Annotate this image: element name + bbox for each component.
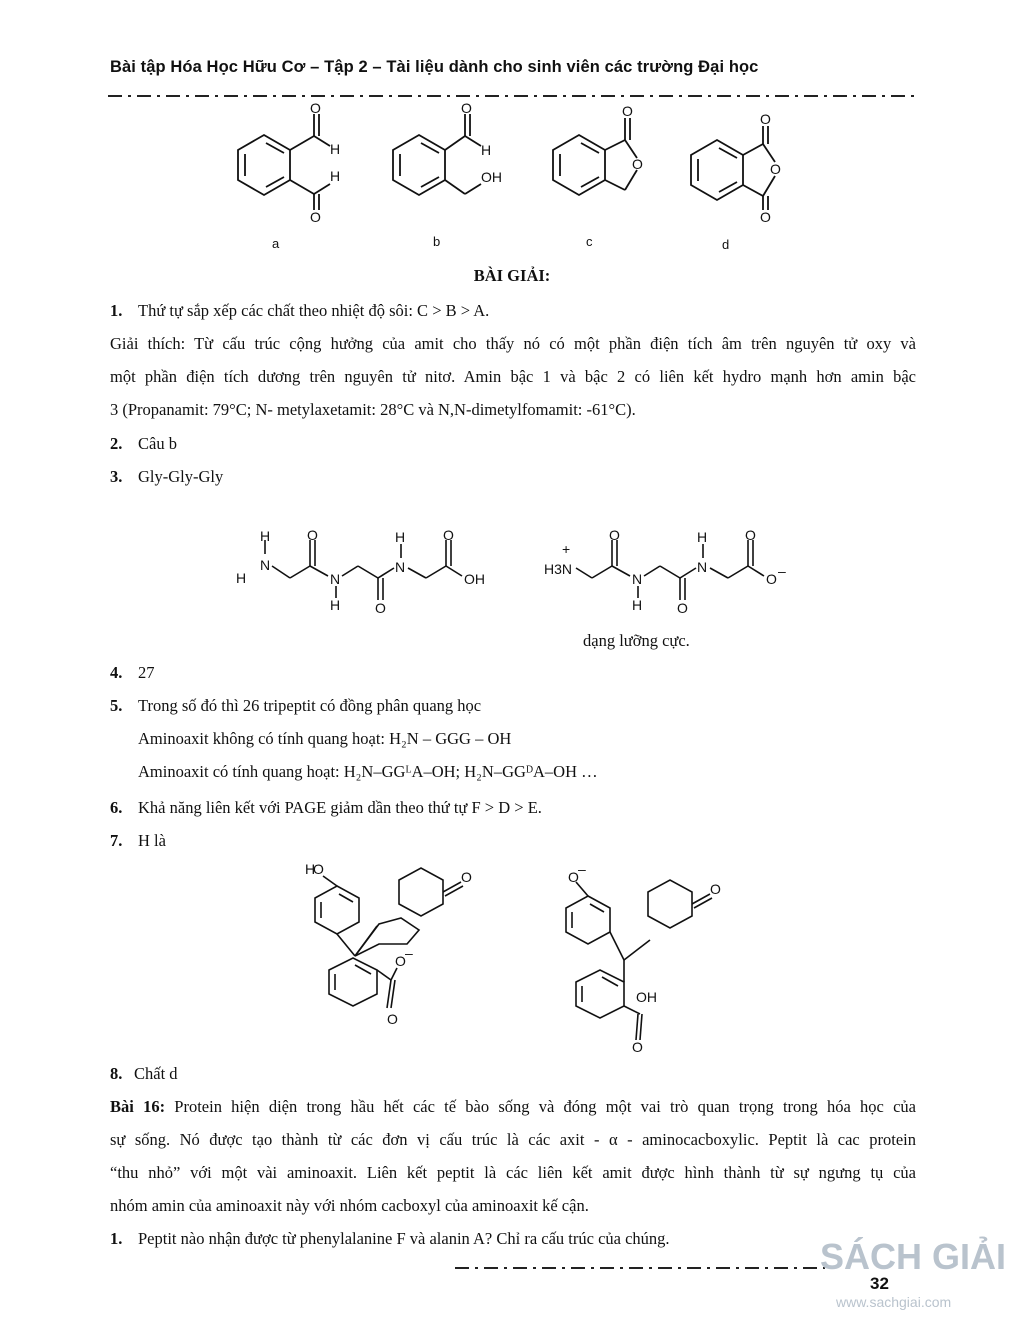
svg-text:H: H: [236, 570, 247, 586]
structure-label-a: a: [272, 236, 280, 251]
zwitterion-caption: dạng lưỡng cực.: [583, 631, 690, 650]
svg-text:H: H: [330, 168, 341, 184]
svg-text:O: O: [622, 103, 633, 119]
structure-b-hydroxymethylbenzaldehyde: [385, 100, 525, 210]
svg-text:H: H: [330, 141, 341, 157]
svg-text:O: O: [307, 528, 318, 543]
svg-text:O: O: [310, 100, 321, 116]
svg-text:–: –: [778, 563, 786, 579]
watermark-url: www.sachgiai.com: [836, 1294, 952, 1310]
solution-item-2: 2. Câu b: [110, 434, 177, 453]
page-number: 32: [870, 1274, 889, 1293]
solution-item-1: 1. Thứ tự sắp xếp các chất theo nhiệt độ sôi: C > B > A.: [110, 301, 490, 320]
watermark-logo: SÁCH GIẢI: [820, 1236, 1007, 1277]
glygly-zwitterion-structure: [540, 528, 800, 618]
svg-text:O: O: [310, 209, 321, 225]
svg-text:H: H: [330, 597, 341, 613]
svg-text:O: O: [770, 161, 781, 177]
solution-item-5: 5. Trong số đó thì 26 tripeptit có đồng phân quang học Aminoaxit không có tính quang hoạt: H₂N – GGG – OH Aminoaxit có tính quang hoạt: H₂N–GGᴸA–OH; H₂N–GGᴰA–OH …: [110, 689, 916, 788]
svg-text:O: O: [710, 881, 721, 897]
solution-item-7: 7. H là: [110, 831, 166, 850]
svg-text:N: N: [632, 571, 643, 587]
solution-item-6: 6. Khả năng liên kết với PAGE giảm dần theo thứ tự F > D > E.: [110, 798, 542, 817]
svg-text:N: N: [395, 559, 406, 575]
item5-sub2: Aminoaxit có tính quang hoạt: H₂N–GGᴸA–OH; H₂N–GGᴰA–OH …: [138, 762, 598, 781]
solution-explain: Giải thích: Từ cấu trúc cộng hưởng của amit cho thấy nó có một phần điện tích âm trên nguyên tử oxy và một phần điện tích dương trên nguyên tử nitơ. Amin bậc 1 và bậc 2 có liên kết hydro mạnh hơn amin bậc 3 (Propanamit: 79°C; N- metylaxetamit: 28°C và N,N-dimetylfomamit: -61°C).: [110, 334, 916, 419]
svg-text:H: H: [305, 861, 316, 877]
phenolphthalein-form-2: [540, 868, 740, 1058]
structure-d-phthalic-anhydride: [683, 110, 803, 230]
svg-text:OH: OH: [464, 571, 485, 587]
svg-text:O: O: [760, 111, 771, 127]
svg-text:OH: OH: [481, 169, 502, 185]
svg-text:OH: OH: [636, 989, 657, 1005]
bai16-question-1: 1. Peptit nào nhận được từ phenylalanine F và alanin A? Chỉ ra cấu trúc của chúng.: [110, 1229, 670, 1248]
solution-heading: BÀI GIẢI:: [473, 266, 551, 285]
phenolphthalein-form-1: [295, 860, 495, 1040]
svg-text:N: N: [697, 559, 708, 575]
header-divider: [108, 92, 920, 100]
svg-text:O: O: [375, 600, 386, 616]
svg-text:O: O: [760, 209, 771, 225]
svg-text:H3N: H3N: [544, 561, 573, 577]
svg-text:O: O: [568, 869, 579, 885]
svg-text:O: O: [745, 528, 756, 543]
svg-text:O: O: [609, 528, 620, 543]
solution-item-4: 4. 27: [110, 663, 155, 682]
glygly-neutral-structure: [230, 528, 500, 618]
svg-text:O: O: [632, 156, 643, 172]
structure-label-b: b: [433, 234, 441, 249]
svg-text:O: O: [313, 861, 324, 877]
svg-text:N: N: [330, 571, 341, 587]
svg-text:O: O: [677, 600, 688, 616]
svg-text:O: O: [766, 571, 777, 587]
bai16-intro: Bài 16: Protein hiện diện trong hầu hết các tế bào sống và đóng một vai trò quan trọng trong hóa học của sự sống. Nó được tạo thành từ các đơn vị cấu trúc là các axit - α - aminocacboxylic. Peptit là cac protein “thu nhỏ” với một vài aminoaxit. Liên kết peptit là các liên kết amit được hình thành từ sự ngưng tụ của nhóm amin của aminoaxit này với nhóm cacboxyl của aminoaxit kế cận.: [110, 1097, 916, 1215]
svg-text:O: O: [443, 528, 454, 543]
svg-text:N: N: [260, 557, 271, 573]
svg-text:H: H: [481, 142, 492, 158]
svg-text:H: H: [697, 529, 708, 545]
svg-text:O: O: [395, 953, 406, 969]
structure-label-c: c: [586, 234, 593, 249]
structure-c-phthalide: [545, 100, 665, 210]
svg-text:O: O: [387, 1011, 398, 1027]
svg-text:–: –: [405, 945, 413, 961]
solution-item-3: 3. Gly-Gly-Gly: [110, 467, 224, 486]
svg-text:O: O: [632, 1039, 643, 1055]
bai16-label: Bài 16:: [110, 1097, 166, 1116]
footer-divider: [455, 1264, 825, 1272]
svg-text:O: O: [461, 869, 472, 885]
svg-text:H: H: [260, 528, 271, 544]
svg-text:H: H: [632, 597, 643, 613]
svg-text:H: H: [395, 529, 406, 545]
svg-text:+: +: [562, 541, 571, 557]
item5-sub1: Aminoaxit không có tính quang hoạt: H₂N – GGG – OH: [138, 729, 512, 748]
structure-a-phthalaldehyde: [230, 100, 360, 230]
page-header: Bài tập Hóa Học Hữu Cơ – Tập 2 – Tài liệu dành cho sinh viên các trường Đại học: [110, 58, 759, 76]
svg-text:–: –: [578, 868, 586, 877]
solution-item-8: 8. Chất d: [110, 1064, 178, 1083]
svg-text:O: O: [461, 100, 472, 116]
structure-label-d: d: [722, 237, 730, 252]
